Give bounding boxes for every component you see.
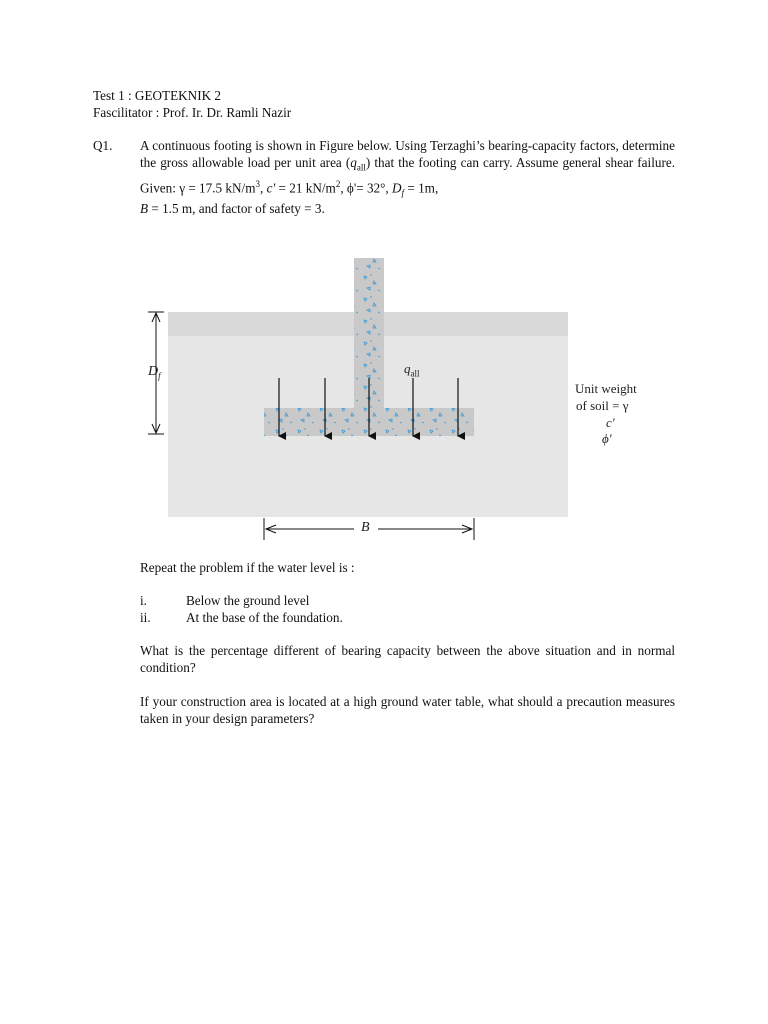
unit-weight-line2: of soil = γ — [576, 398, 629, 413]
facilitator-line: Fascilitator : Prof. Ir. Dr. Ramli Nazir — [93, 105, 292, 120]
question-number: Q1. — [93, 138, 113, 153]
question-text: A continuous footing is shown in Figure below. Using Terzaghi’s bearing-capacity factors, determine the gross allowable load per unit area $(q_{all})$ that the footing can carry. Assume general shear failure. Given: γ = 17.5 $kN/m^3$, c' = 21 $kN/m^2$, ϕ'= 32°, $D_f = 1m$, B = 1.5 m, and factor of safety = 3. — [140, 138, 676, 217]
phi-label: ϕ' — [602, 431, 612, 446]
repeat-text: Repeat the problem if the water level is : — [140, 560, 355, 575]
test-title: Test 1 : GEOTEKNIK 2 — [93, 88, 221, 103]
precaution-question: If your construction area is located at a high ground water table, what should a precaution measures taken in your design parameters? — [140, 694, 675, 726]
list-item-text: Below the ground level — [186, 593, 310, 608]
list-item-marker: ii. — [140, 610, 151, 625]
list-item-marker: i. — [140, 593, 147, 608]
c-label: c' — [606, 415, 615, 430]
footing-figure — [140, 250, 680, 550]
qall-label: $q_{all}$ — [404, 361, 420, 379]
unit-weight-line1: Unit weight — [575, 381, 637, 396]
df-label: $D_f$ — [148, 364, 161, 381]
percentage-question: What is the percentage different of bearing capacity between the above situation and in normal condition? — [140, 643, 675, 675]
list-item-text: At the base of the foundation. — [186, 610, 343, 625]
b-label: B — [361, 520, 370, 535]
